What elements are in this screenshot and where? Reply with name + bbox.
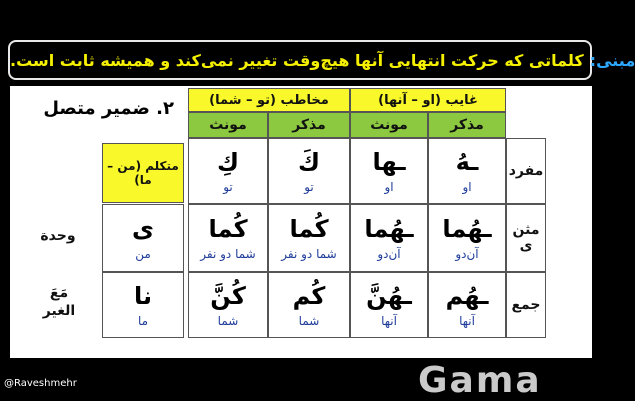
persian-meaning: آن‌دو [455,247,479,261]
arabic-pronoun: ی [132,215,154,243]
arabic-pronoun: ـهُما [364,215,414,243]
persian-meaning: او [462,180,472,194]
cell-jam-ghayeb-mozakkar [428,272,506,338]
persian-meaning: شما [298,314,320,328]
header-motakallem: متکلم (من – ما) [102,143,184,203]
arabic-pronoun: كُنَّ [210,282,246,310]
persian-meaning: آنها [381,314,397,328]
cell-mothanna-mokhatab-moannas [188,204,268,272]
arabic-pronoun: كَ [298,148,320,176]
cell-mofrad-mokhatab-moannas [188,138,268,204]
row-header-mofrad: مفرد [506,138,546,204]
cell-motakallem-ghayr [102,272,184,338]
cell-jam-mokhatab-mozakkar [268,272,350,338]
section-title: ۲. ضمیر متصل [43,98,174,119]
arabic-pronoun: ـهُنَّ [366,282,412,310]
arabic-pronoun: ـها [372,148,406,176]
cell-mothanna-mokhatab-mozakkar [268,204,350,272]
arabic-pronoun: نا [133,282,153,310]
persian-meaning: تو [223,180,233,194]
persian-meaning: شما دو نفر [281,247,337,261]
author-handle: @Raveshmehr [4,378,77,389]
cell-jam-ghayeb-moannas [350,272,428,338]
subheader-ghayeb-mozakkar: مذکر [428,112,506,138]
definition-banner [8,40,635,80]
subheader-mokhatab-moannas: مونث [188,112,268,138]
persian-meaning: آنها [459,314,475,328]
subheader-mokhatab-mozakkar: مذکر [268,112,350,138]
arabic-pronoun: كِ [217,148,239,176]
banner-text: کلماتی که حرکت انتهایی آنها هیچ‌وقت تغییر نمی‌کند و همیشه ثابت است. [10,50,584,70]
persian-meaning: شما [217,314,239,328]
cell-motakallem-wahda [102,204,184,272]
arabic-pronoun: ـهُ [455,148,479,176]
persian-meaning: شما دو نفر [200,247,256,261]
row-header-jam: جمع [506,272,546,338]
persian-meaning: تو [304,180,314,194]
banner-lead: مبنی: [589,50,635,70]
header-mokhatab: مخاطب (تو – شما) [188,88,350,112]
persian-meaning: من [135,247,151,261]
arabic-pronoun: كُم [292,282,326,310]
arabic-pronoun: كُما [289,215,329,243]
subheader-ghayeb-moannas: مونث [350,112,428,138]
cell-mofrad-mokhatab-mozakkar [268,138,350,204]
arabic-pronoun: ـهُم [445,282,489,310]
arabic-pronoun: ـهُما [442,215,492,243]
side-label-ghayr: مَعَ الغير [42,285,76,319]
arabic-pronoun: كُما [208,215,248,243]
persian-meaning: آن‌دو [377,247,401,261]
cell-mothanna-ghayeb-moannas [350,204,428,272]
persian-meaning: او [384,180,394,194]
row-header-mothanna: مثن ی [506,204,546,272]
cell-mofrad-ghayeb-mozakkar [428,138,506,204]
cell-mofrad-ghayeb-moannas [350,138,428,204]
gama-watermark: Gama [418,360,542,401]
persian-meaning: ما [137,314,149,328]
side-label-wahda: وحدة [40,228,76,244]
cell-mothanna-ghayeb-mozakkar [428,204,506,272]
cell-jam-mokhatab-moannas [188,272,268,338]
header-ghayeb: غایب (او – آنها) [350,88,506,112]
